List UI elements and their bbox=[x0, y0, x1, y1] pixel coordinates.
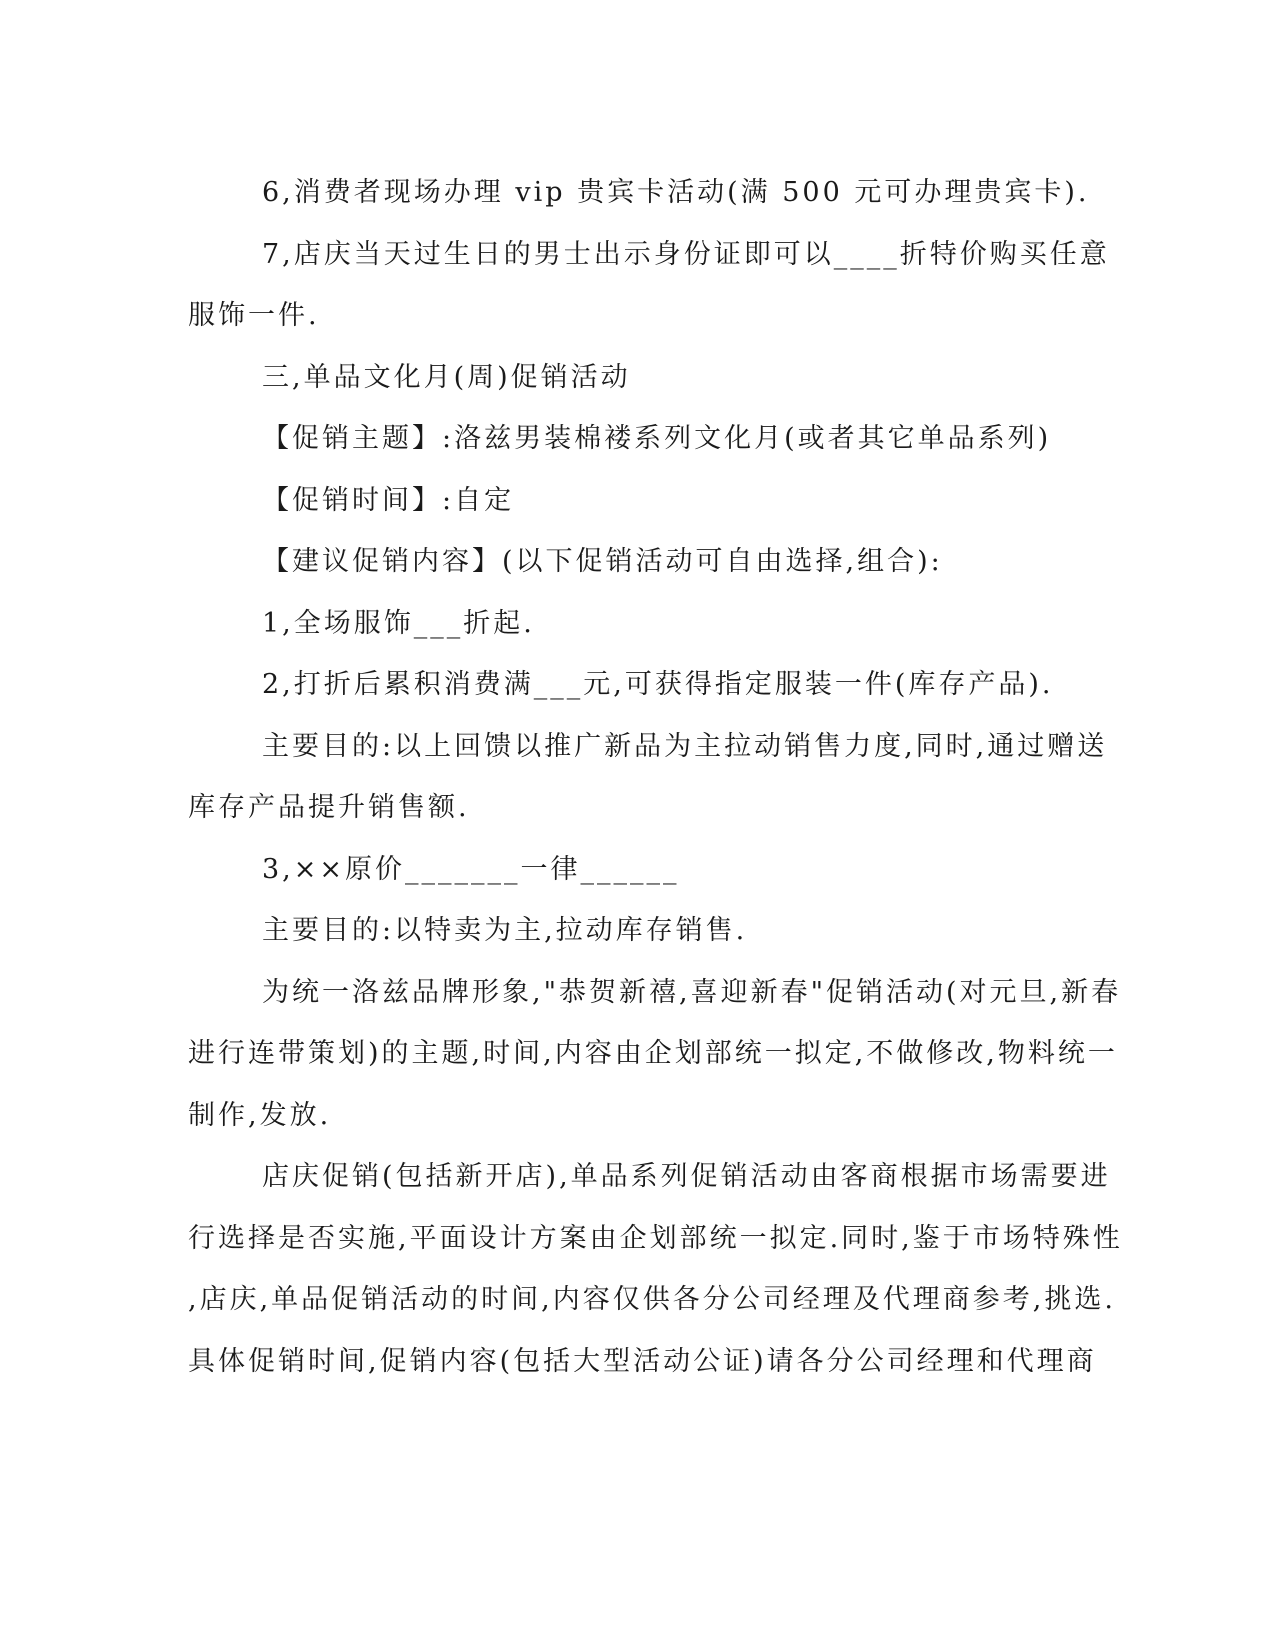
text-line-item-3: 3,××原价_______一律______ bbox=[262, 853, 680, 885]
text-line-brand-3: 制作,发放. bbox=[188, 1099, 332, 1131]
section-heading-3: 三,单品文化月(周)促销活动 bbox=[262, 361, 631, 393]
text-line-purpose-1-cont: 库存产品提升销售额. bbox=[188, 792, 470, 823]
text-line-item-1: 1,全场服饰___折起. bbox=[262, 607, 535, 639]
document-body bbox=[188, 162, 1123, 1392]
text-line-purpose-1: 主要目的:以上回馈以推广新品为主拉动销售力度,同时,通过赠送 bbox=[262, 730, 1108, 762]
text-line-store-3: ,店庆,单品促销活动的时间,内容仅供各分公司经理及代理商参考,挑选. bbox=[188, 1284, 1116, 1315]
text-line-6-vip: 6,消费者现场办理 vip 贵宾卡活动(满 500 元可办理贵宾卡). bbox=[262, 177, 1090, 208]
text-line-store-2: 行选择是否实施,平面设计方案由企划部统一拟定.同时,鉴于市场特殊性 bbox=[188, 1222, 1123, 1254]
text-line-brand-1: 为统一洛兹品牌形象,"恭贺新禧,喜迎新春"促销活动(对元旦,新春 bbox=[262, 976, 1122, 1008]
text-line-purpose-2: 主要目的:以特卖为主,拉动库存销售. bbox=[262, 915, 748, 946]
text-line-store-4: 具体促销时间,促销内容(包括大型活动公证)请各分公司经理和代理商 bbox=[188, 1345, 1097, 1377]
text-line-7-birthday: 7,店庆当天过生日的男士出示身份证即可以____折特价购买任意 bbox=[262, 238, 1110, 270]
text-line-brand-2: 进行连带策划)的主题,时间,内容由企划部统一拟定,不做修改,物料统一 bbox=[188, 1038, 1118, 1069]
text-line-store-1: 店庆促销(包括新开店),单品系列促销活动由客商根据市场需要进 bbox=[262, 1161, 1111, 1192]
text-line-7-cont: 服饰一件. bbox=[188, 300, 320, 331]
text-line-promo-time: 【促销时间】:自定 bbox=[262, 484, 515, 516]
text-line-promo-content: 【建议促销内容】(以下促销活动可自由选择,组合): bbox=[262, 546, 943, 577]
text-line-item-2: 2,打折后累积消费满___元,可获得指定服装一件(库存产品). bbox=[262, 669, 1054, 700]
text-line-promo-theme: 【促销主题】:洛兹男装棉褛系列文化月(或者其它单品系列) bbox=[262, 423, 1052, 454]
